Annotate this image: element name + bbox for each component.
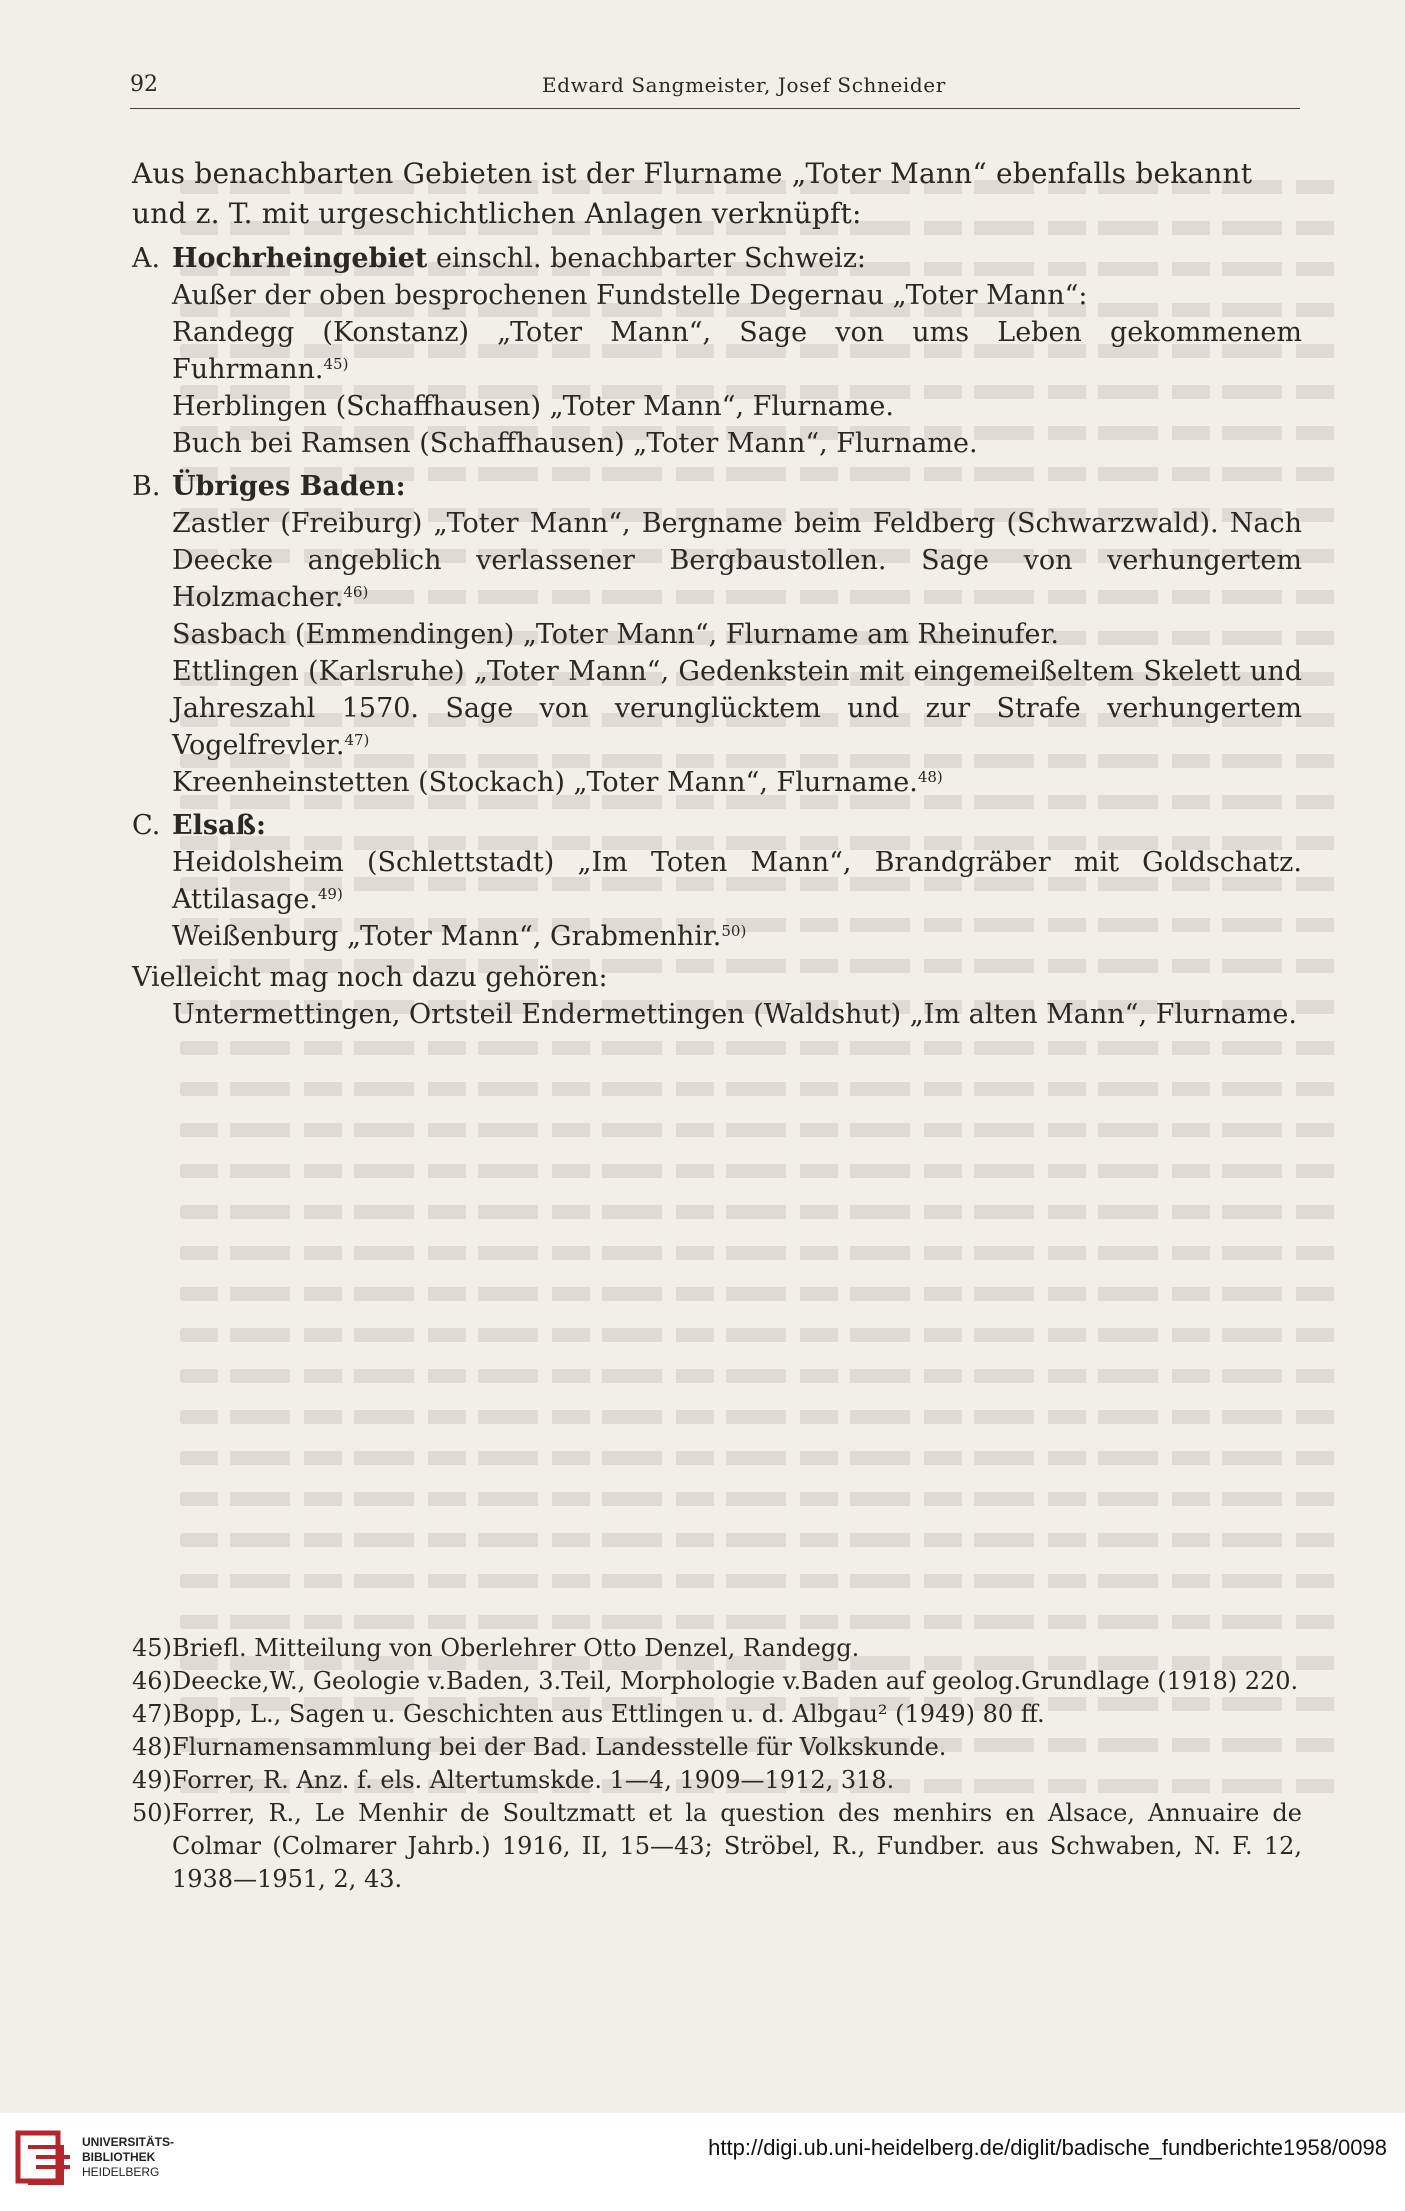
section-title: Hochrheingebiet [172,243,428,274]
library-footer [0,2113,1405,2211]
section-letter: C. [132,810,161,841]
library-name: UNIVERSITÄTS- BIBLIOTHEK HEIDELBERG [82,2135,175,2179]
footnote: 50) Forrer, R., Le Menhir de Soultzmatt et la question des menhirs en Alsace, Annuaire de Colmar (Colmarer Jahrb.) 1916, II, 15—43; Ströbel, R., Fundber. aus Schwaben, N. F. 12, 1938—1951, 2, 43. [132,1797,1302,1896]
footnote-mark: 46) [132,1667,172,1695]
footnotes [132,1632,1302,1896]
footnote-mark: 48) [132,1733,172,1761]
section-title: Übriges Baden: [172,471,406,502]
library-logo-icon [14,2127,76,2189]
section-title-rest: einschl. benachbarter Schweiz: [427,243,867,274]
entry: Zastler (Freiburg) „Toter Mann“, Bergname beim Feldberg (Schwarzwald). Nach Deecke angeblich verlassener Bergbaustollen. Sage von verhungertem Holzmacher.$^{46)}$ [172,508,1302,613]
entry: Heidolsheim (Schlettstadt) „Im Toten Mann“, Brandgräber mit Goldschatz. Attilasage.$^{49)}$ [172,847,1302,915]
footnote-mark: 50) [132,1799,172,1827]
footnote-ref[interactable]: 45) [323,355,349,373]
footnote-ref[interactable]: 46) [343,583,369,601]
footnote-mark: 47) [132,1700,172,1728]
closing-entry: Untermettingen, Ortsteil Endermettingen (Waldshut) „Im alten Mann“, Flurname. [172,999,1297,1030]
closing-lead: Vielleicht mag noch dazu gehören: [132,962,608,993]
entry: Randegg (Konstanz) „Toter Mann“, Sage von ums Leben gekommenem Fuhrmann.$^{45)}$ [172,317,1302,385]
entry: Kreenheinstetten (Stockach) „Toter Mann“, Flurname.$^{48)}$ [172,767,943,798]
intro-paragraph: Aus benachbarten Gebieten ist der Flurname „Toter Mann“ ebenfalls bekannt und z. T. mit urgeschichtlichen Anlagen verknüpft: [132,157,1253,230]
section-heading [132,468,1302,505]
footnote: 47) Bopp, L., Sagen u. Geschichten aus Ettlingen u. d. Albgau² (1949) 80 ff. [132,1698,1302,1731]
section-title: Elsaß: [172,810,267,841]
section-heading [132,240,1302,277]
entry: Buch bei Ramsen (Schaffhausen) „Toter Mann“, Flurname. [172,428,978,459]
footnote: 45) Briefl. Mitteilung von Oberlehrer Otto Denzel, Randegg. [132,1632,1302,1665]
footnote-ref[interactable]: 47) [344,731,370,749]
footnote: 49) Forrer, R. Anz. f. els. Altertumskde. 1—4, 1909—1912, 318. [132,1764,1302,1797]
section-b [132,468,1302,801]
section-c [132,807,1302,955]
section-a [132,240,1302,462]
footnote-ref[interactable]: 48) [917,768,943,786]
footnote-ref[interactable]: 50) [721,922,747,940]
running-head [130,70,1300,110]
main-text [132,154,1302,1033]
entry: Sasbach (Emmendingen) „Toter Mann“, Flurname am Rheinufer. [172,619,1060,650]
section-heading [132,807,1302,844]
footnote-mark: 49) [132,1766,172,1794]
section-letter: A. [132,243,161,274]
running-title: Edward Sangmeister, Josef Schneider [542,73,946,97]
entry: Außer der oben besprochenen Fundstelle Degernau „Toter Mann“: [172,280,1088,311]
source-url-link[interactable]: http://digi.ub.uni-heidelberg.de/diglit/badische_fundberichte1958/0098 [708,2135,1387,2160]
header-rule [130,108,1300,109]
entry: Ettlingen (Karlsruhe) „Toter Mann“, Gedenkstein mit eingemeißeltem Skelett und Jahreszahl 1570. Sage von verunglücktem und zur Strafe verhungertem Vogelfrevler.$^{47)}$ [172,656,1302,761]
footnote: 46) Deecke,W., Geologie v.Baden, 3.Teil, Morphologie v.Baden auf geolog.Grundlage (1918) 220. [132,1665,1302,1698]
entry: Herblingen (Schaffhausen) „Toter Mann“, Flurname. [172,391,894,422]
footnote-mark: 45) [132,1634,172,1662]
footnote: 48) Flurnamensammlung bei der Bad. Landesstelle für Volkskunde. [132,1731,1302,1764]
entry: Weißenburg „Toter Mann“, Grabmenhir.$^{50)}$ [172,921,747,952]
section-letter: B. [132,471,161,502]
page-number: 92 [130,72,158,97]
footnote-ref[interactable]: 49) [317,885,343,903]
